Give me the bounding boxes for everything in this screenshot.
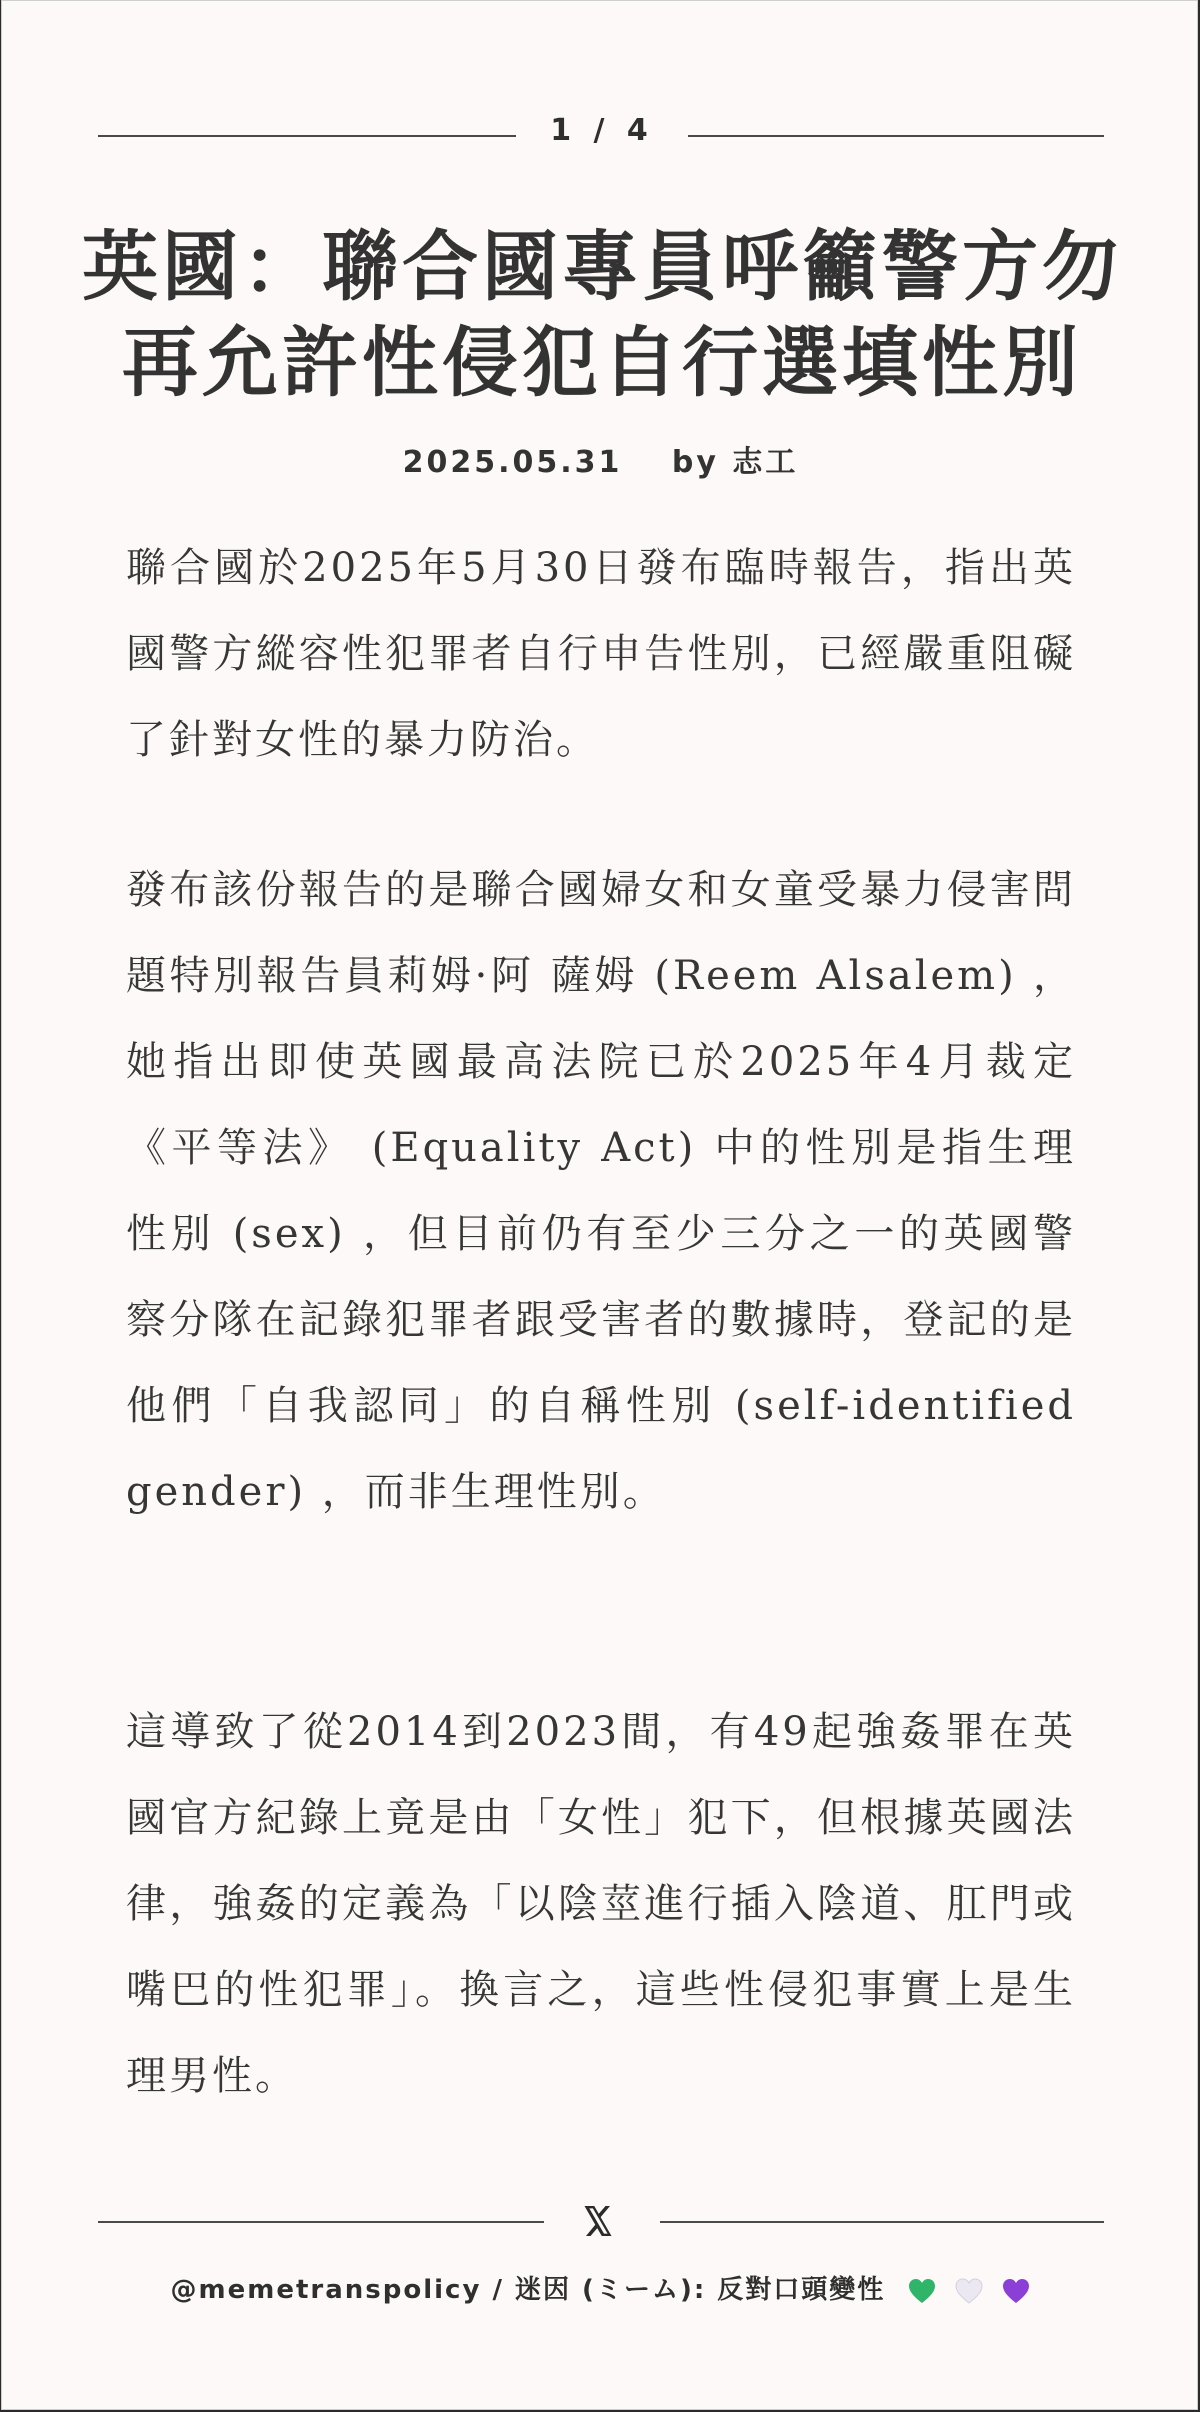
footer-handle-text: @memetranspolicy / 迷因 (ミーム): 反對口頭變性 [170, 2275, 886, 2305]
article-title: 英國：聯合國專員呼籲警方勿再允許性侵犯自行選填性別 [82, 222, 1122, 407]
page-indicator: 1 / 4 [550, 113, 654, 148]
green-heart-icon [908, 2278, 936, 2304]
footer-credit [2, 2269, 1199, 2306]
header-rule-left [98, 135, 516, 137]
article-paragraph-3: 這導致了從2014到2023間，有49起強姦罪在英國官方紀錄上竟是由「女性」犯下，但根據英國法律，強姦的定義為「以陰莖進行插入陰道、肛門或嘴巴的性犯罪」。換言之，這些性侵犯事實上是生理男性。 [126, 1709, 1076, 2099]
heart-emojis [900, 2276, 1030, 2306]
footer-rule-left [98, 2221, 544, 2223]
article-paragraph-2: 發布該份報告的是聯合國婦女和女童受暴力侵害問題特別報告員莉姆·阿 薩姆 (Reem Alsalem) ，她指出即使英國最高法院已於2025年4月裁定 《平等法》 (Equality Act) 中的性別是指生理性別 (sex) ，但目前仍有至少三分之一的英國警察分隊在記錄犯罪者跟受害者的數據時，登記的是他們「自我認同」的自稱性別 (self-identified gender) ，而非生理性別。 [126, 867, 1076, 1515]
purple-heart-icon [1002, 2278, 1030, 2304]
header-rule-right [688, 135, 1104, 137]
x-logo-icon[interactable] [580, 2203, 616, 2239]
article-paragraph-1: 聯合國於2025年5月30日發布臨時報告，指出英國警方縱容性犯罪者自行申告性別，已經嚴重阻礙了針對女性的暴力防治。 [126, 545, 1076, 763]
article-byline: by 志工 [671, 445, 799, 480]
article-date: 2025.05.31 [402, 445, 623, 480]
post-page [1, 0, 1198, 2410]
white-heart-icon [955, 2278, 983, 2304]
article-meta [2, 437, 1199, 481]
footer-rule-right [660, 2221, 1104, 2223]
